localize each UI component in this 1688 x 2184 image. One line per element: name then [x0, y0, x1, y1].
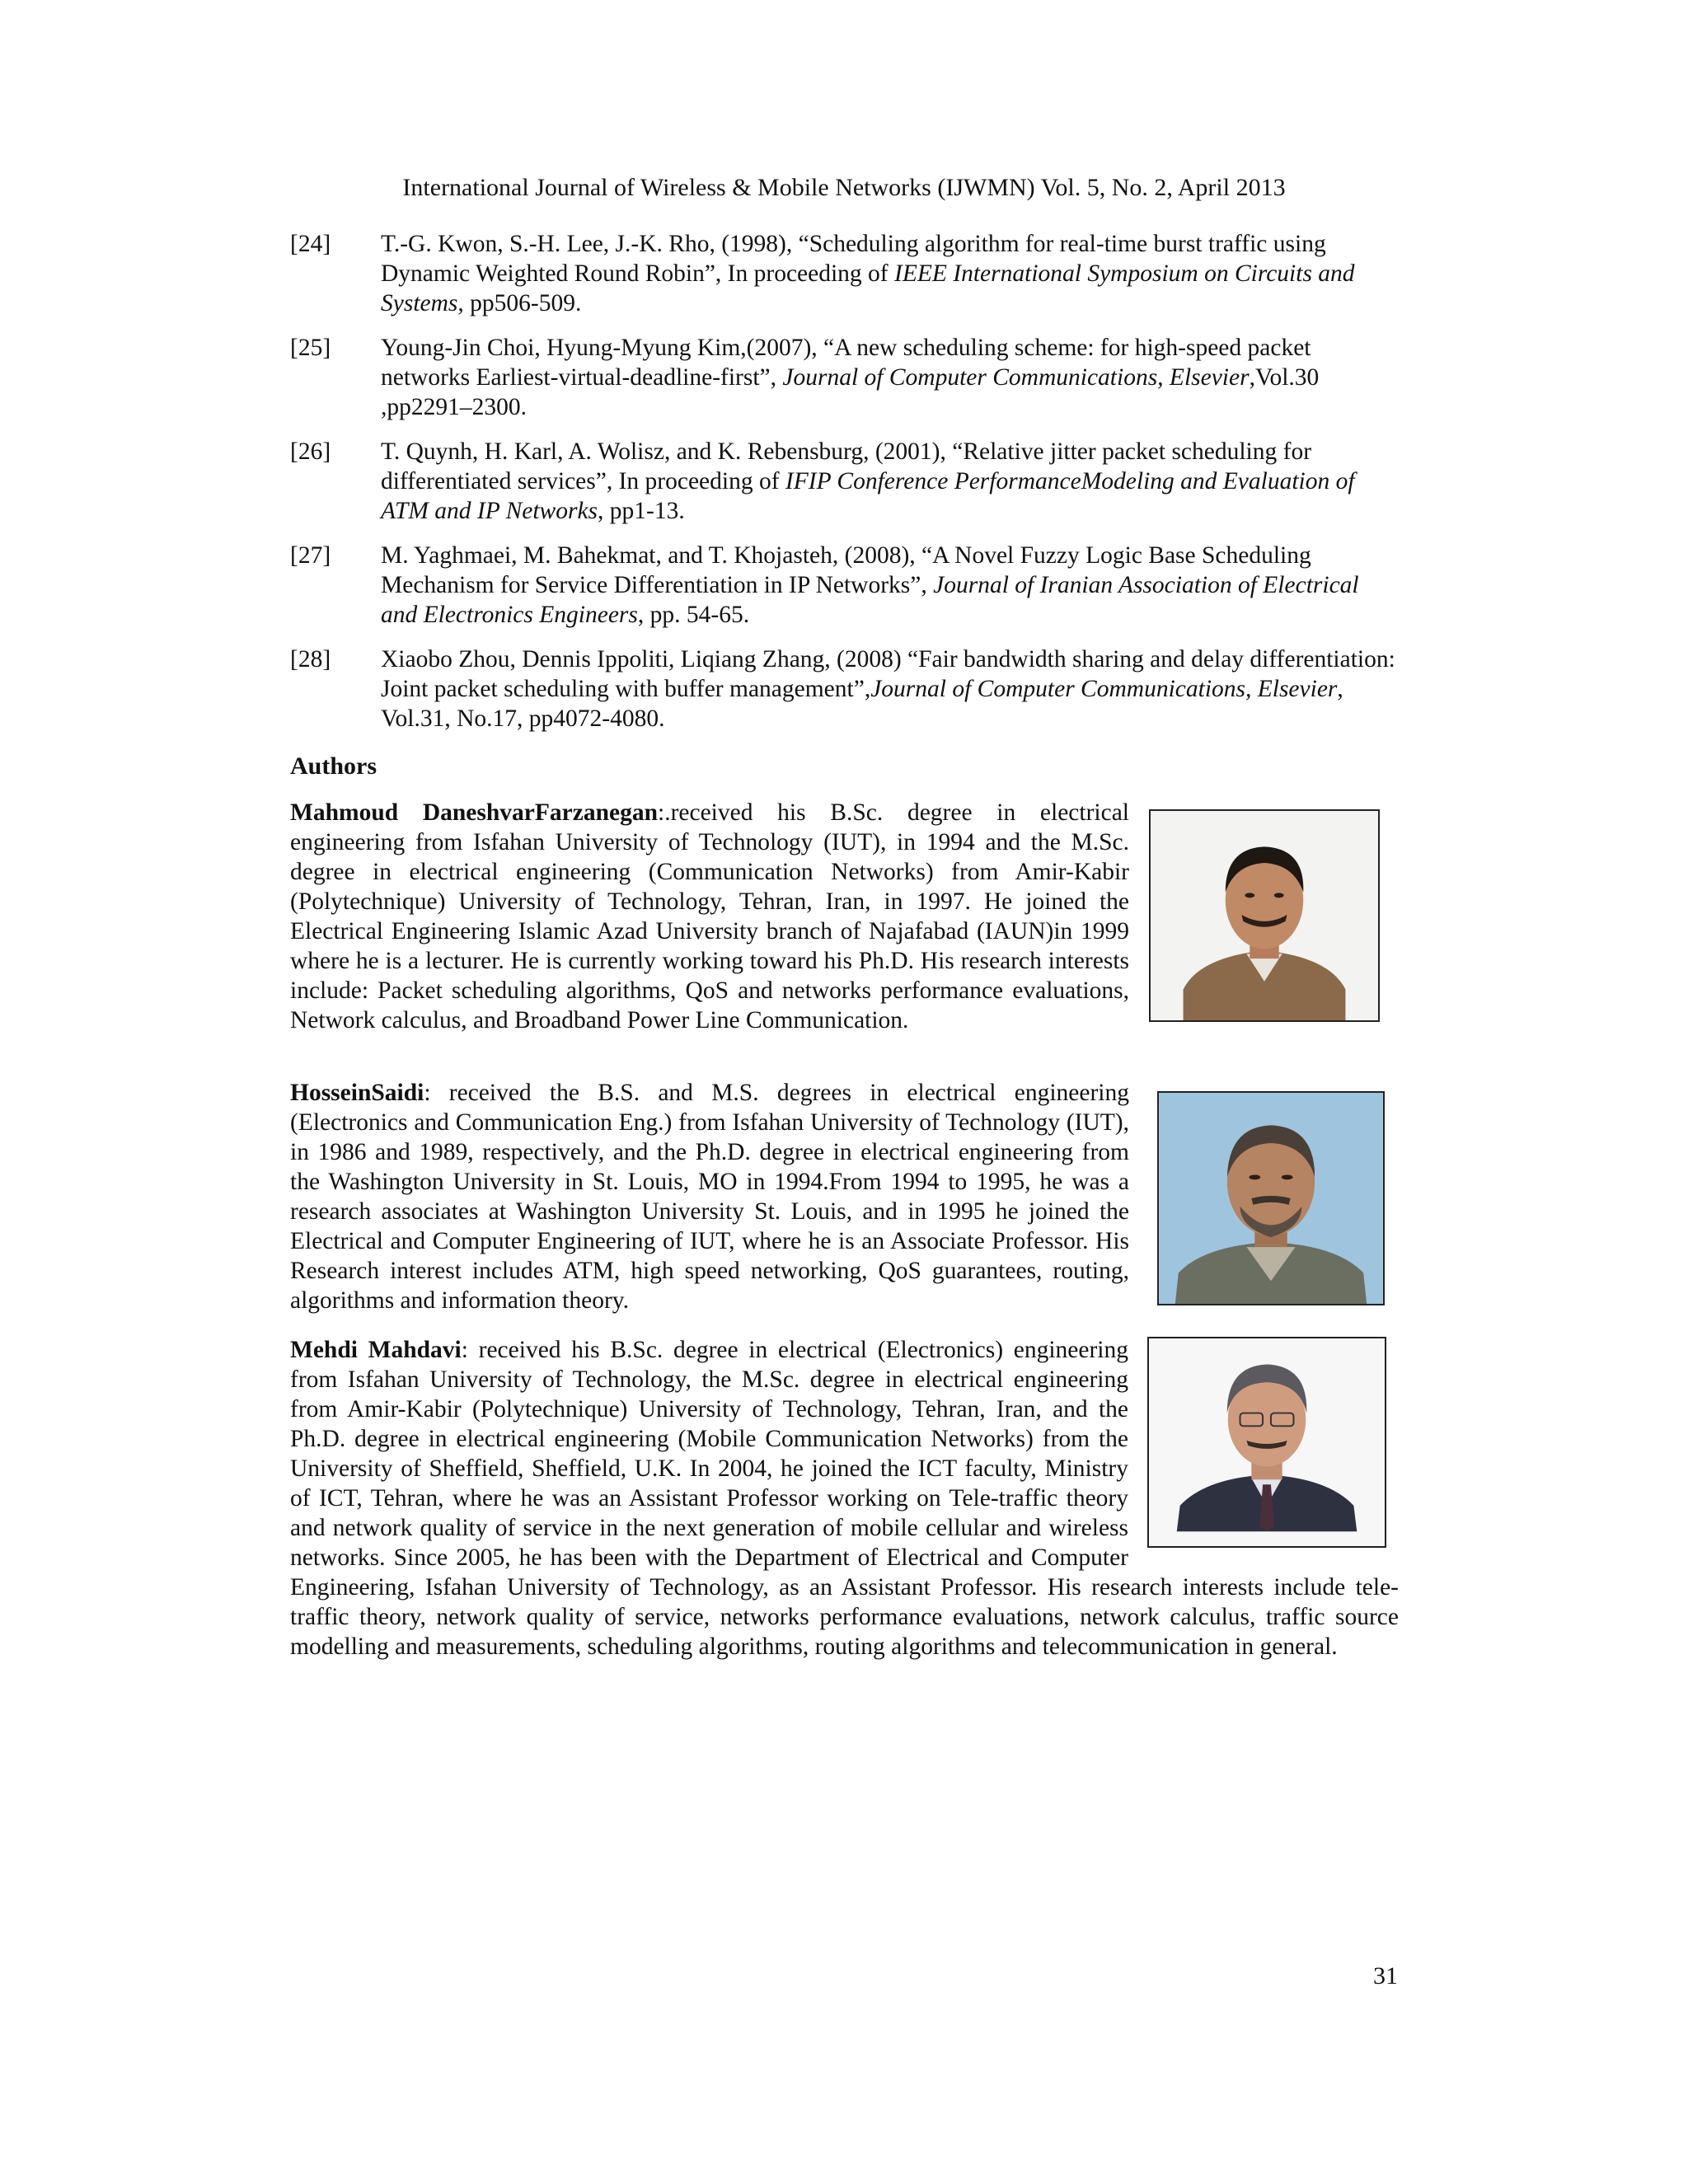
- reference-text: [381, 644, 1399, 733]
- author-photo-1: [1149, 809, 1380, 1022]
- author-name: HosseinSaidi: [290, 1080, 424, 1106]
- reference-text: [381, 229, 1399, 318]
- reference-25: [290, 333, 1399, 422]
- reference-venue: IFIP Conference PerformanceModeling and Evaluation of ATM and IP Networks: [381, 468, 1355, 524]
- reference-number: [25]: [290, 335, 331, 361]
- author-bio-text: : received his B.Sc. degree in electrical (Electronics) engineering from Isfahan University of Technology, the M.Sc. degree in electrical engineering from Amir-Kabir (Polytechnique) University of Technology, Tehran, Iran, and the Ph.D. degree in electrical engineering (Mobile Communication Networks) from the University of Sheffield, Sheffield, U.K. In 2004, he joined the ICT faculty, Ministry of ICT, Tehran, where he was an Assistant Professor working on Tele-traffic theory and network quality of service in the next generation of mobile cellular and wireless networks. Since 2005, he has been with the Department of Electrical and Computer Engineering, Isfahan University of Technology, as an Assistant Professor. His research interests include tele-traffic theory, network quality of service, networks performance evaluations, network calculus, traffic source modelling and measurements, scheduling algorithms, routing algorithms and telecommunication in general.: [290, 1337, 1399, 1660]
- reference-text-part: , pp1-13.: [598, 498, 685, 524]
- reference-text-part: , pp. 54-65.: [637, 602, 750, 628]
- reference-number: [26]: [290, 438, 331, 465]
- reference-number: [27]: [290, 542, 331, 569]
- reference-28: [290, 644, 1399, 733]
- reference-text-part: T. Quynh, H. Karl, A. Wolisz, and K. Rebensburg, (2001), “Relative jitter packet scheduling for differentiated services”, In proceeding of: [381, 438, 1312, 494]
- author-bio-2: [290, 1078, 1129, 1315]
- reference-24: [290, 229, 1399, 318]
- reference-text: [381, 437, 1399, 526]
- authors-heading: Authors: [290, 752, 377, 780]
- author-photo-3: [1147, 1337, 1386, 1548]
- reference-text-part: Young-Jin Choi, Hyung-Myung Kim,(2007), “A new scheduling scheme: for high-speed packet networks Earliest-virtual-deadline-first”,: [381, 335, 1311, 391]
- portrait-image: [1149, 1338, 1385, 1546]
- author-bio-text: :.received his B.Sc. degree in electrical engineering from Isfahan University of Technology (IUT), in 1994 and the M.Sc. degree in electrical engineering (Communication Networks) from Amir-Kabir (Polytechnique) University of Technology, Tehran, Iran, in 1997. He joined the Electrical Engineering Islamic Azad University branch of Najafabad (IAUN)in 1999 where he is a lecturer. He is currently working toward his Ph.D. His research interests include: Packet scheduling algorithms, QoS and networks performance evaluations, Network calculus, and Broadband Power Line Communication.: [290, 799, 1129, 1033]
- reference-text: [381, 541, 1399, 630]
- author-name: Mahmoud DaneshvarFarzanegan: [290, 799, 658, 826]
- reference-text-part: , pp506-509.: [457, 290, 582, 316]
- author-name: Mehdi Mahdavi: [290, 1337, 462, 1363]
- reference-number: [28]: [290, 646, 331, 673]
- reference-text-part: ,Vol.30 ,pp2291–2300.: [381, 364, 1320, 420]
- author-bio-text: : received the B.S. and M.S. degrees in electrical engineering (Electronics and Communication Eng.) from Isfahan University of Technology (IUT), in 1986 and 1989, respectively, and the Ph.D. degree in electrical engineering from the Washington University in St. Louis, MO in 1994.From 1994 to 1995, he was a research associates at Washington University St. Louis, and in 1995 he joined the Electrical and Computer Engineering of IUT, where he is an Associate Professor. His Research interest includes ATM, high speed networking, QoS guarantees, routing, algorithms and information theory.: [290, 1080, 1129, 1314]
- page-number: 31: [1373, 1962, 1398, 1990]
- portrait-image: [1159, 1093, 1383, 1304]
- reference-number: [24]: [290, 231, 331, 257]
- reference-venue: IEEE International Symposium on Circuits and Systems: [381, 260, 1355, 316]
- reference-text-part: Xiaobo Zhou, Dennis Ippoliti, Liqiang Zhang, (2008) “Fair bandwidth sharing and delay differentiation: Joint packet scheduling with buffer management”,: [381, 646, 1395, 702]
- reference-26: [290, 437, 1399, 526]
- author-photo-2: [1157, 1091, 1385, 1305]
- reference-27: [290, 541, 1399, 630]
- author-bio-1: [290, 798, 1129, 1035]
- journal-header: International Journal of Wireless & Mobile Networks (IJWMN) Vol. 5, No. 2, April 2013: [402, 174, 1286, 201]
- portrait-image: [1151, 811, 1378, 1020]
- reference-list: [290, 229, 1399, 748]
- reference-venue: Journal of Iranian Association of Electrical and Electronics Engineers: [381, 572, 1359, 628]
- reference-venue: Journal of Computer Communications, Elsevier: [870, 676, 1338, 702]
- reference-venue: Journal of Computer Communications, Elsevier: [782, 364, 1250, 391]
- reference-text: [381, 333, 1399, 422]
- reference-text-part: , Vol.31, No.17, pp4072-4080.: [381, 676, 1343, 732]
- reference-text-part: M. Yaghmaei, M. Bahekmat, and T. Khojasteh, (2008), “A Novel Fuzzy Logic Base Scheduling Mechanism for Service Differentiation in IP Networks”,: [381, 542, 1311, 598]
- reference-text-part: T.-G. Kwon, S.-H. Lee, J.-K. Rho, (1998), “Scheduling algorithm for real-time burst traffic using Dynamic Weighted Round Robin”, In proceeding of: [381, 231, 1326, 287]
